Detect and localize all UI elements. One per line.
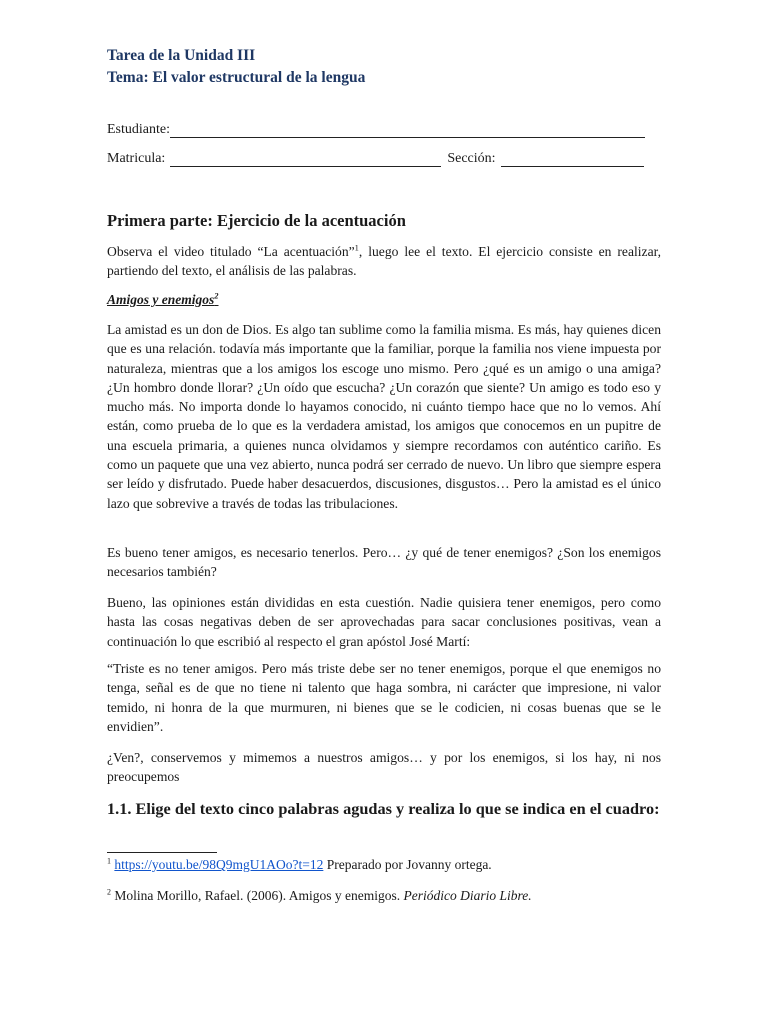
paragraph-1: La amistad es un don de Dios. Es algo tan sublime como la familia misma. Es más, hay quienes dicen que es una relación. todavía más importante que la familiar, porque la familia nos viene impuesta por naturaleza, mientras que a los amigos los escoge uno mismo. Pero ¿qué es un amigo o una amiga? ¿Un hombro donde llorar? ¿Un oído que escucha? ¿Un corazón que siente? Un amigo es todo eso y mucho más. No importa donde lo hayamos conocido, ni cuánto tiempo hace que no lo vemos. Ahí están, como prueba de lo que es la verdadera amistad, los amigos que conocemos en un pupitre de una escuela primaria, a quienes nunca olvidamos y siempre recordamos con auténtico cariño. Es como un paquete que una vez abierto, nunca podrá ser cerrado de nuevo. Un libro que siempre espera ser leído y disfrutado. Puede haber desacuerdos, discusiones, disgustos… Pero la amistad es el único lazo que sobrevive a través de todas las tribulaciones. (107, 322, 661, 511)
document-title: Tarea de la Unidad III (107, 47, 256, 64)
student-field[interactable] (107, 122, 645, 138)
paragraph-2: Es bueno tener amigos, es necesario tenerlos. Pero… ¿y qué de tener enemigos? ¿Son los enemigos necesarios también? (107, 545, 661, 580)
seccion-label: Sección: (447, 151, 496, 166)
seccion-blank[interactable] (501, 152, 644, 167)
matricula-section-row (107, 151, 644, 167)
matricula-label: Matricula: (107, 151, 166, 166)
text-title: Amigos y enemigos$^2$ (107, 290, 219, 307)
section-heading: Primera parte: Ejercicio de la acentuación (107, 211, 406, 230)
student-blank[interactable] (170, 123, 645, 138)
intro-paragraph: Observa el video titulado “La acentuación”$^1$, luego lee el texto. El ejercicio consiste en realizar, partiendo del texto, el análisis de las palabras. (107, 242, 661, 279)
footnote-ref-1[interactable]: 1 (354, 242, 359, 253)
footnote-separator (107, 852, 217, 853)
matricula-blank[interactable] (170, 152, 441, 167)
source-title: Periódico Diario Libre. (403, 888, 532, 903)
paragraph-3: Bueno, las opiniones están divididas en esta cuestión. Nadie quisiera tener enemigos, pero como hasta las cosas negativas deben de ser aprovechadas para sacar conclusiones positivas, vean a continuación lo que escribió al respecto el gran apóstol José Martí: (107, 595, 661, 649)
student-label: Estudiante: (107, 122, 170, 137)
footnote-ref-2[interactable]: 2 (214, 290, 219, 301)
document-topic: Tema: El valor estructural de la lengua (107, 69, 366, 86)
footnote-1: $^1$ https://youtu.be/98Q9mgU1AOo?t=12 Preparado por Jovanny ortega. (107, 856, 492, 872)
exercise-heading: 1.1. Elige del texto cinco palabras agudas y realiza lo que se indica en el cuadro: (107, 799, 660, 818)
quote-paragraph: “Triste es no tener amigos. Pero más triste debe ser no tener enemigos, porque el que enemigos no tenga, señal es de que no tiene ni talento que haga sombra, ni carácter que impresione, ni valor temido, ni honra de la que murmuren, ni bienes que se le codicien, ni cosas buenas que se le envidien”. (107, 661, 661, 734)
paragraph-5: ¿Ven?, conservemos y mimemos a nuestros amigos… y por los enemigos, si los hay, ni nos preocupemos (107, 750, 661, 785)
footnote-2: $^2$ Molina Morillo, Rafael. (2006). Amigos y enemigos. Periódico Diario Libre. (107, 887, 532, 903)
video-link[interactable]: https://youtu.be/98Q9mgU1AOo?t=12 (114, 857, 324, 872)
